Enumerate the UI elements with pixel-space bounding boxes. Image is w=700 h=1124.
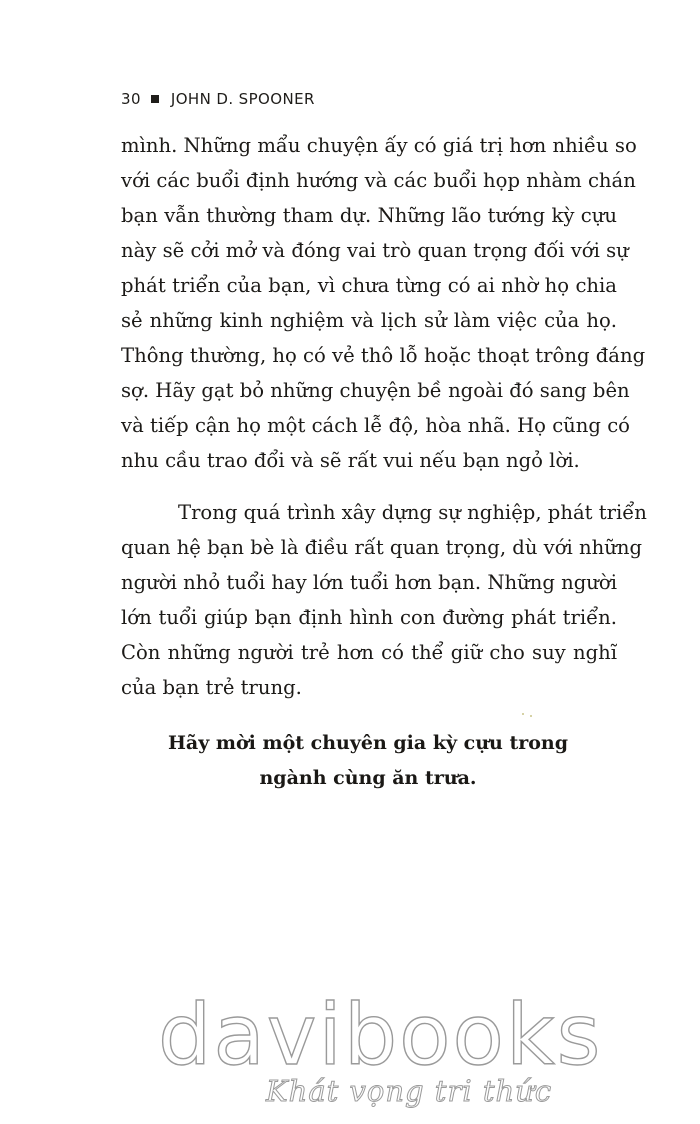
watermark-tagline: Khát vọng tri thức (266, 1074, 553, 1108)
text-line: mình. Những mẩu chuyện ấy có giá trị hơn nhiều so (121, 134, 637, 157)
text-line: nhu cầu trao đổi và sẽ rất vui nếu bạn ngỏ lời. (121, 449, 580, 472)
callout-tip (120, 726, 616, 796)
text-line: và tiếp cận họ một cách lễ độ, hòa nhã. Họ cũng có (121, 414, 630, 437)
text-line: người nhỏ tuổi hay lớn tuổi hơn bạn. Những người (121, 571, 617, 594)
text-line: phát triển của bạn, vì chưa từng có ai nhờ họ chia (121, 274, 617, 297)
callout-line: Hãy mời một chuyên gia kỳ cựu trong (167, 732, 569, 754)
callout-line: ngành cùng ăn trưa. (259, 767, 477, 789)
text-line: quan hệ bạn bè là điều rất quan trọng, dù với những (121, 536, 643, 559)
paragraph-1 (121, 128, 646, 478)
text-line: lớn tuổi giúp bạn định hình con đường phát triển. (121, 606, 617, 629)
body-text (121, 128, 647, 705)
text-line: bạn vẫn thường tham dự. Những lão tướng kỳ cựu (121, 204, 617, 227)
text-line: sợ. Hãy gạt bỏ những chuyện bề ngoài đó sang bên (121, 379, 630, 402)
text-line: sẻ những kinh nghiệm và lịch sử làm việc của họ. (121, 309, 617, 332)
text-line: của bạn trẻ trung. (121, 676, 302, 699)
header-bullet-icon (151, 95, 159, 103)
text-line: Thông thường, họ có vẻ thô lỗ hoặc thoạt trông đáng (121, 344, 646, 367)
print-specks (522, 711, 536, 717)
running-header (121, 88, 315, 110)
watermark-logo: davibooks (158, 986, 603, 1084)
author-name: JOHN D. SPOONER (170, 90, 315, 108)
text-line: này sẽ cởi mở và đóng vai trò quan trọng đối với sự (121, 239, 629, 262)
text-line: Trong quá trình xây dựng sự nghiệp, phát triển (178, 501, 647, 524)
watermark (158, 986, 603, 1110)
text-line: Còn những người trẻ hơn có thể giữ cho suy nghĩ (121, 641, 617, 664)
text-line: với các buổi định hướng và các buổi họp nhàm chán (121, 169, 636, 192)
paragraph-2 (121, 495, 647, 705)
page-number: 30 (121, 90, 141, 108)
